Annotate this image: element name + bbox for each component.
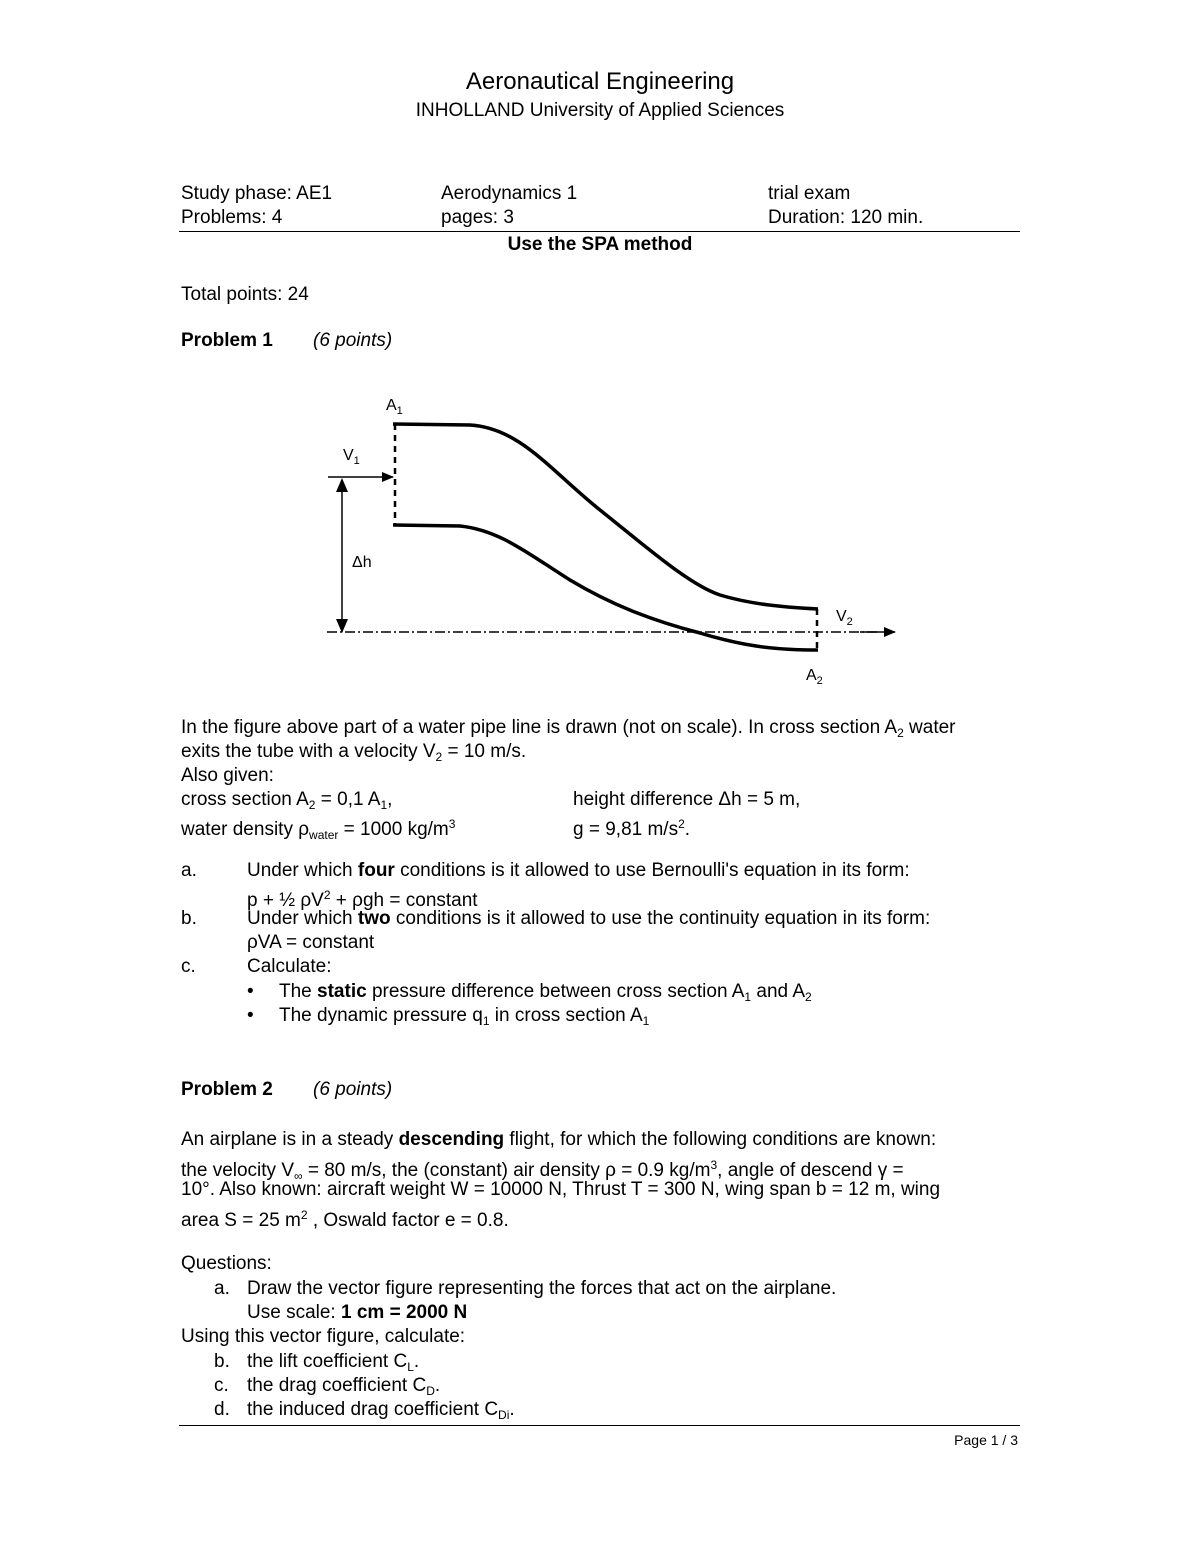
label-v2: $V_2$ (836, 608, 853, 628)
label-v1: $V_1$ (343, 447, 360, 467)
p2-qb-label: b. (214, 1351, 230, 1372)
exam-duration: Duration: 120 min. (768, 207, 924, 228)
p2-question-a: Draw the vector figure representing the forces that act on the airplane. (247, 1278, 837, 1299)
p2-qa-label: a. (214, 1278, 230, 1299)
p2-text-line2: the velocity $V_\infty = 80$ m/s, the (constant) air density ρ = 0.9 $kg/m^3$, angle of descend γ = (181, 1158, 904, 1183)
label-dh: Δh (352, 554, 372, 571)
p1-also-given: Also given: (181, 765, 274, 786)
p1-continuity-formula: ρVA = constant (247, 932, 375, 953)
p1-given-gravity: g = 9,81 $m/s^2$. (573, 817, 691, 840)
problem-count: Problems: 4 (181, 207, 283, 228)
p1-given-area: cross section $A_2 = 0,1$ $A_1$, (181, 789, 393, 812)
p1-intro-line2: exits the tube with a velocity $V_2 = 10$ m/s. (181, 741, 527, 764)
p1-question-c: Calculate: (247, 956, 332, 977)
page-number: Page 1 / 3 (954, 1432, 1018, 1448)
p1-bullet-static: • The static pressure difference between cross section $A_1$ and $A_2$ (247, 981, 812, 1004)
problem1-heading: Problem 1 (181, 330, 273, 351)
exam-type: trial exam (768, 183, 851, 204)
p2-qd-label: d. (214, 1399, 230, 1420)
institution-name: INHOLLAND University of Applied Sciences (415, 100, 785, 121)
problem2-points: (6 points) (313, 1079, 393, 1100)
total-points: Total points: 24 (181, 284, 309, 305)
p1-qb-label: b. (181, 908, 197, 929)
pipe-upper-wall (393, 424, 818, 609)
label-a2: $A_2$ (806, 667, 823, 687)
problem1-points: (6 points) (313, 330, 393, 351)
p1-question-b: Under which two conditions is it allowed to use the continuity equation in its form: (247, 908, 931, 929)
footer-rule (179, 1425, 1020, 1426)
method-instruction: Use the SPA method (507, 234, 693, 255)
label-a1: $A_1$ (386, 397, 403, 417)
study-phase: Study phase: AE1 (181, 183, 333, 204)
p1-qc-label: c. (181, 956, 196, 977)
p2-text-line3: 10°. Also known: aircraft weight W = 10000 N, Thrust T = 300 N, wing span b = 12 m, wing (181, 1179, 941, 1200)
p2-text-line1: An airplane is in a steady descending flight, for which the following conditions are known: (181, 1129, 937, 1150)
p1-intro-line1: In the figure above part of a water pipe line is drawn (not on scale). In cross section $A_2$ water (181, 717, 956, 740)
p2-question-d: the induced drag coefficient $C_{Di}$. (247, 1399, 515, 1422)
p2-scale: Use scale: 1 cm = 2000 N (247, 1302, 468, 1323)
p2-question-c: the drag coefficient $C_D$. (247, 1375, 441, 1398)
p1-question-a: Under which four conditions is it allowed to use Bernoulli's equation in its form: (247, 860, 910, 881)
p1-qa-label: a. (181, 860, 197, 881)
dh-arrowhead-bottom (336, 619, 348, 633)
document-title: Aeronautical Engineering (465, 68, 735, 95)
p2-qc-label: c. (214, 1375, 229, 1396)
course-name: Aerodynamics 1 (441, 183, 578, 204)
p1-given-density: water density $\rho_{water} = 1000$ $kg/m^3$ (181, 817, 456, 842)
problem2-heading: Problem 2 (181, 1079, 273, 1100)
p2-text-line4: area S = 25 $m^2$ , Oswald factor e = 0.8. (181, 1208, 509, 1231)
p1-given-height: height difference Δh = 5 m, (573, 789, 801, 810)
dh-arrowhead-top (336, 478, 348, 492)
header-rule (179, 231, 1020, 232)
p1-bernoulli-formula: p + ½ $\rho V^2 + \rho gh$ = constant (247, 888, 478, 911)
p2-questions-heading: Questions: (181, 1253, 272, 1274)
pipe-figure (300, 380, 920, 700)
page-count: pages: 3 (441, 207, 514, 228)
p2-question-b: the lift coefficient $C_L$. (247, 1351, 420, 1374)
p2-using-text: Using this vector figure, calculate: (181, 1326, 466, 1347)
p1-bullet-dynamic: • The dynamic pressure $q_1$ in cross section $A_1$ (247, 1005, 650, 1028)
